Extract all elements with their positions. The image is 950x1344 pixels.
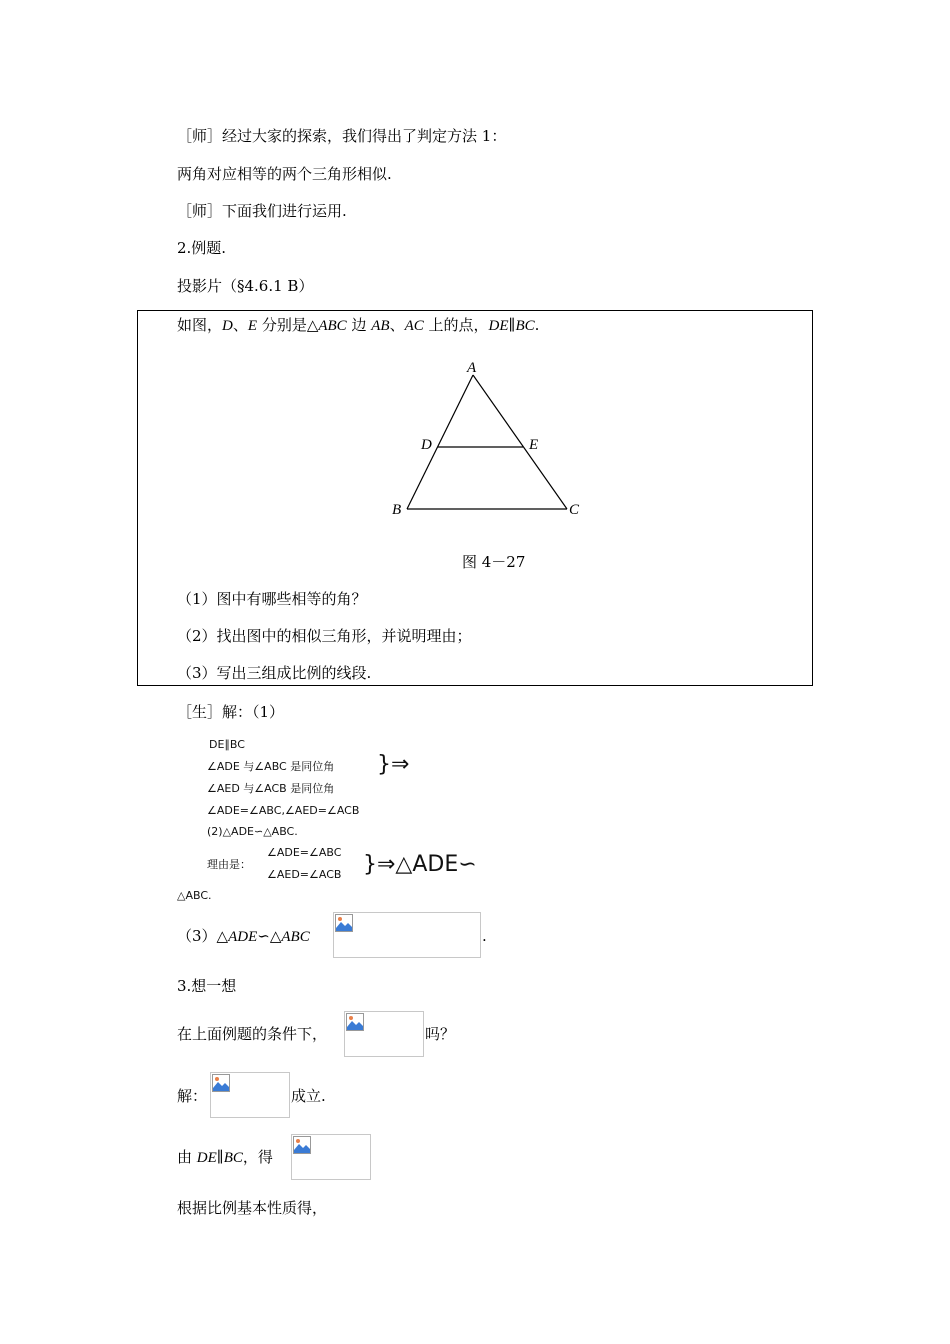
missing-image-2 — [344, 1011, 424, 1057]
point-label-e: E — [529, 437, 539, 453]
intro-text: 边 — [346, 316, 372, 334]
answer-3-text: ∽△ — [257, 927, 282, 945]
parallel-symbol: ∥ — [508, 316, 516, 334]
by-text: 由 — [177, 1148, 197, 1166]
think-answer-pre: 解： — [177, 1087, 208, 1105]
work-line-5: (2)△ADE∽△ABC. — [207, 825, 298, 838]
question-1: （1）图中有哪些相等的角？ — [177, 590, 367, 608]
think-question-post: 吗？ — [425, 1025, 456, 1043]
intro-var-e: E — [247, 318, 258, 334]
theorem-line: 两角对应相等的两个三角形相似. — [177, 165, 392, 183]
work-line-3: ∠AED 与∠ACB 是同位角 — [207, 782, 335, 795]
slide-label: 投影片（§4.6.1 B） — [177, 277, 314, 295]
think-question-pre: 在上面例题的条件下， — [177, 1025, 328, 1043]
broken-image-icon — [212, 1074, 230, 1092]
answer-3-var: ABC — [281, 929, 310, 945]
point-label-d: D — [421, 437, 432, 453]
think-last-line: 根据比例基本性质得， — [177, 1199, 328, 1217]
by-text: ，得 — [242, 1148, 273, 1166]
intro-sep: 、 — [389, 316, 405, 334]
vertex-label-c: C — [569, 502, 580, 518]
work-brace-2: }⇒△ADE∽ — [363, 852, 477, 877]
work-line-6a: ∠ADE=∠ABC — [267, 846, 342, 859]
answer-3-var: ADE — [228, 929, 258, 945]
work-reason-label: 理由是： — [207, 858, 251, 871]
intro-sep: 、 — [232, 316, 248, 334]
answer-3 — [177, 926, 310, 947]
broken-image-icon — [335, 914, 353, 932]
intro-var-abc: ABC — [318, 318, 347, 334]
teacher-line-2: ［师］下面我们进行运用. — [177, 202, 347, 220]
work-brace-1: }⇒ — [377, 752, 410, 777]
think-answer-post: 成立. — [291, 1087, 326, 1105]
intro-var-ac: AC — [404, 318, 424, 334]
problem-intro — [177, 315, 539, 336]
intro-var-bc: BC — [515, 318, 535, 334]
broken-image-icon — [346, 1013, 364, 1031]
by-var-bc: BC — [223, 1150, 243, 1166]
vertex-label-b: B — [392, 502, 402, 518]
work-line-1: DE∥BC — [209, 738, 245, 751]
work-line-2: ∠ADE 与∠ABC 是同位角 — [207, 760, 335, 773]
triangle-figure — [385, 355, 585, 525]
vertex-label-a: A — [467, 360, 477, 376]
intro-var-ab: AB — [371, 318, 390, 334]
intro-var-d: D — [222, 318, 233, 334]
answer-3-period: . — [482, 927, 487, 945]
question-2: （2）找出图中的相似三角形，并说明理由； — [177, 627, 472, 645]
missing-image-3 — [210, 1072, 290, 1118]
missing-image-4 — [291, 1134, 371, 1180]
intro-text: 上的点， — [423, 316, 489, 334]
broken-image-icon — [293, 1136, 311, 1154]
student-answer-label: ［生］解：（1） — [177, 703, 285, 721]
side-ac — [473, 375, 567, 509]
section-example: 2.例题. — [177, 239, 227, 257]
work-line-4: ∠ADE=∠ABC,∠AED=∠ACB — [207, 804, 360, 817]
figure-caption: 图 4－27 — [462, 553, 526, 571]
section-think: 3.想一想 — [177, 977, 237, 995]
intro-text: 如图， — [177, 316, 223, 334]
work-line-6b: ∠AED=∠ACB — [267, 868, 342, 881]
by-var-de: DE — [196, 1150, 217, 1166]
parallel-symbol: ∥ — [216, 1148, 224, 1166]
intro-var-de: DE — [488, 318, 509, 334]
side-ab — [407, 375, 473, 509]
work-line-7: △ABC. — [177, 889, 212, 902]
intro-text: . — [534, 316, 540, 334]
question-3: （3）写出三组成比例的线段. — [177, 664, 372, 682]
think-by-line — [177, 1147, 273, 1168]
answer-3-text: （3）△ — [177, 927, 229, 945]
intro-text: 分别是△ — [257, 316, 319, 334]
missing-image-1 — [333, 912, 481, 958]
teacher-line-1: ［师］经过大家的探索，我们得出了判定方法 1： — [177, 127, 507, 145]
